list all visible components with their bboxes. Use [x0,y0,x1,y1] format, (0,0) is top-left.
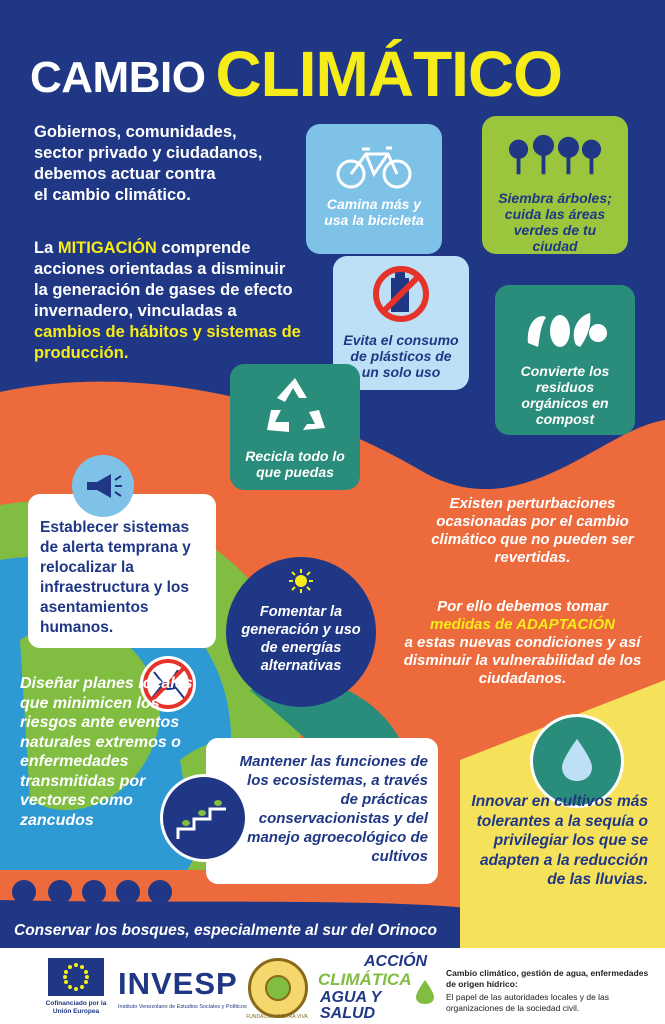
adaptation-intro: Existen perturbaciones ocasionadas por el cambio climático que no pueden ser revertidas. [431,495,634,566]
project-subtitle: El papel de las autoridades locales y de las organizaciones de la sociedad civil. [446,992,610,1013]
adaptation-line: a estas nuevas condiciones y así disminuir la vulnerabilidad de los ciudadanos. [403,634,642,687]
footer-logos [0,948,665,1024]
megaphone-icon [83,472,123,500]
poster-title [30,36,562,110]
card-plastic-label: Evita el consumo de plásticos de un solo uso [343,332,459,380]
card-compost-label: Convierte los residuos orgánicos en compost [520,363,610,427]
mitigation-body: comprende acciones orientadas a disminuir la generación de gases de efecto invernadero, vinculadas a [34,239,293,320]
fundacion-label: FUNDACIÓN TIERRA VIVA [246,1014,308,1020]
invesp-subtitle: Instituto Venezolano de Estudios Sociales y Políticos [118,1004,247,1010]
adaptation-text [400,598,645,688]
bicycle-icon [336,144,412,190]
adaptation-line: Por ello debemos tomar [437,598,608,615]
eu-flag-icon [48,958,104,996]
forest-trees-icon [8,878,178,918]
plans-text: Diseñar planes locales que minimicen los riesgos ante eventos naturales extremos o enfermedades transmitidas por vectores como zancudos [20,675,193,829]
intro-text [34,122,304,206]
trees-icon [505,132,605,180]
climatica-word: CLIMÁTICA [318,970,412,989]
agua-salud-word: AGUA Y SALUD [320,989,382,1022]
globe-icon [264,974,292,1002]
card-bike-label: Camina más y usa la bicicleta [324,196,424,228]
sun-icon [289,569,313,593]
recycle-icon [263,376,327,434]
eu-stars-icon [58,962,94,992]
ecosystems-text: Mantener las funciones de los ecosistemas, a través de prácticas conservacionistas y del manejo agroecológico de cultivos [239,753,428,865]
card-recycle [230,364,360,490]
mitigation-highlight2: cambios de hábitos y sistemas de producción. [34,323,301,362]
stairs-badge [160,774,248,862]
no-plastic-icon [371,264,431,324]
card-recycle-label: Recicla todo lo que puedas [245,448,345,480]
energy-circle [226,557,376,707]
intro-line: Gobiernos, comunidades, [34,123,237,141]
energy-text: Fomentar la generación y uso de energías alternativas [241,604,361,674]
compost-icon [520,303,610,353]
forests-text: Conservar los bosques, especialmente al sur del Orinoco [14,922,437,939]
fundacion-seal [248,958,308,1018]
mitigation-pre: La [34,239,58,257]
card-bike [306,124,442,254]
early-warning-box [28,494,216,648]
eu-label: Cofinanciado por la Unión Europea [45,1000,107,1015]
water-drop-icon [560,737,594,783]
title-climatico: CLIMÁTICO [215,38,562,110]
megaphone-badge [72,455,134,517]
crops-text: Innovar en cultivos más tolerantes a la sequía o privilegiar los que se adapten a la reducción de las lluvias. [471,793,648,888]
terrace-plants-icon [174,793,234,843]
intro-line: debemos actuar contra [34,165,216,183]
leaf-drop-icon [414,978,436,1006]
mitigation-text [34,238,302,364]
invesp-logo: INVESP [118,966,238,1001]
card-trees-label: Siembra árboles; cuida las áreas verdes de tu ciudad [498,190,612,254]
intro-line: sector privado y ciudadanos, [34,144,263,162]
project-title: Cambio climático, gestión de agua, enfermedades de origen hídrico: [446,968,649,989]
intro-line: el cambio climático. [34,186,191,204]
card-compost [495,285,635,435]
adaptation-highlight: medidas de ADAPTACIÓN [429,616,616,633]
accion-climatica-logo [318,953,436,1022]
mitigation-highlight: MITIGACIÓN [57,239,157,257]
early-warning-text: Establecer sistemas de alerta temprana y relocalizar la infraestructura y los asentamientos humanos. [40,519,191,636]
accion-word: ACCIÓN [364,953,428,970]
card-trees [482,116,628,254]
title-cambio: CAMBIO [30,53,206,102]
